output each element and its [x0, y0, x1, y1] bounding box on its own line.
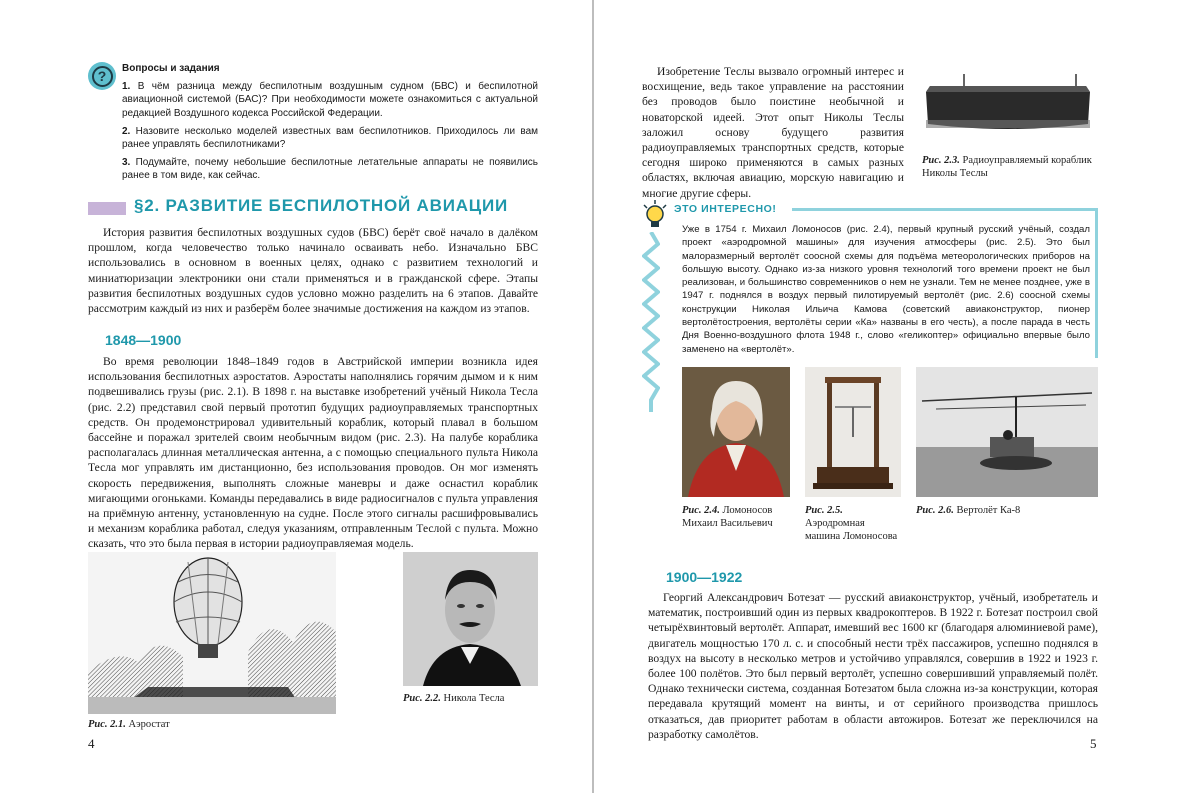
lightbulb-icon [642, 200, 668, 230]
balloon-image [88, 552, 336, 714]
aerodrome-machine-image [805, 367, 901, 497]
period-heading: 1900—1922 [666, 569, 743, 585]
section-marker [88, 202, 126, 215]
lomonosov-portrait [682, 367, 790, 497]
interesting-title: ЭТО ИНТЕРЕСНО! [674, 203, 777, 215]
question-item: 2. Назовите несколько моделей известных вам беспилотников. Приходилось ли вам ранее управлять беспилотниками? [122, 125, 539, 151]
questions-block [122, 62, 538, 188]
right-page [594, 0, 1186, 793]
box-border-right [1095, 208, 1098, 358]
page-number: 5 [1090, 736, 1097, 751]
fig3-caption: Рис. 2.3. Радиоуправляемый кораблик Николы Теслы [922, 155, 1092, 179]
period-paragraph: Во время революции 1848–1849 годов в Австрийской империи возникла идея использования беспилотных аэростатов. Аэростаты наполнялись горячим дымом и к ним подвешивались грузы (рис. 2.1). В 1898 г. на выставке изобретений учёный Никола Тесла (рис. 2.2) представил свой первый прототип будущих радиоуправляемых транспортных средств. Он продемонстрировал удивительный кораблик, который плавал в большом бассейне и поражал зрителей своим необычным видом (рис. 2.3). На палубе кораблика располагалась длинная металлическая антенна, а с помощью специального пульта Никола Тесла мог управлять им дистанционно, без использования проводов. Он мог изменять скорость передвижения, выполнять сложные маневры и даже оснастил кораблик мигающими огоньками. Команды передавались в виде радиосигналов с пульта управления на приёмную антенну, установленную на судне. После этого сигналы расшифровывались и механизм кораблика работал, следуя указаниям, отправленным Теслой с пульта. Можно сказать, что это была первая в истории радиоуправляемая модель. [88, 355, 538, 551]
question-item: 3. Подумайте, почему небольшие беспилотные летательные аппараты не появились ранее в том виде, как сейчас. [122, 157, 538, 182]
box-zigzag-border [642, 232, 660, 412]
intro-paragraph: История развития беспилотных воздушных судов (БВС) берёт своё начало в далёком прошлом, когда человечество только начинало осваивать небо. Изначально БВС использовались в основном в военных целях, однако с развитием технологий и миниатюризации электроники они стали применяться и в гражданской сфере. Этапы развития беспилотных воздушных судов условно можно разделить на 6 этапов. Давайте рассмотрим каждый из них и разберём более значимые достижения на каждом из этапов. [88, 226, 538, 316]
fig2-caption: Рис. 2.2. Никола Тесла [403, 693, 505, 704]
tesla-paragraph: Изобретение Теслы вызвало огромный интерес и восхищение, ведь такое управление на расстоянии без проводов было поистине необычной и новаторской идеей. Этот опыт Николы Теслы заложил основу будущего развития радиоуправляемых транспортных средств, которые сегодня широко применяются в самых разных областях, включая авиацию, морскую навигацию и многие другие сферы. [642, 65, 904, 200]
section-title: §2. РАЗВИТИЕ БЕСПИЛОТНОЙ АВИАЦИИ [134, 196, 509, 215]
left-page [0, 0, 592, 793]
questions-title: Вопросы и задания [122, 63, 220, 74]
interesting-text: Уже в 1754 г. Михаил Ломоносов (рис. 2.4), первый крупный русский учёный, создал проект «аэродромной машины» для изучения атмосферы (рис. 2.5). Это был малоразмерный вертолёт соосной схемы для подъёма метеорологических приборов на большую высоту. Однако из-за низкого уровня технологий того времени проект не был реализован, и большинство современников о нем не узнали. Тем не менее позднее, уже в 1947 г. поднялся в воздух первый пилотируемый вертолёт (рис. 2.6) соосной схемы конструкции Николая Ильича Камова (советский авиаконструктор, пионер вертолётостроения, вертолёты серии «Ка» названы в его честь), а после парада в честь Дня Военно-воздушного флота 1948 г., слово «геликоптер» официально впервые было заменено на «вертолёт». [682, 224, 1090, 355]
page-number: 4 [88, 736, 95, 751]
tesla-portrait [403, 552, 538, 686]
botezat-paragraph: Георгий Александрович Ботезат — русский авиаконструктор, учёный, изобретатель и математик, построивший один из первых квадрокоптеров. В 1922 г. Ботезат построил свой четырёхвинтовый вертолёт. Аппарат, имевший вес 1600 кг (благодаря алюминиевой раме), двигатель мощностью 170 л. с. и способный нести трёх пассажиров, успешно поднялся в воздух на высоту в несколько метров и устойчиво управлялся, совершив в 1922 и 1923 г. более 100 полётов. Это был первый вертолёт, успешно совершивший управляемый полёт. Однако технически система, созданная Ботезатом была сложна из-за конструкции, которая передавала крутящий момент на винты, и от серийного производства пришлось отказаться, дав приоритет работам в области автожиров. Ботезат же переключился на разработку самолётов. [648, 591, 1098, 741]
ka8-helicopter-image [916, 367, 1098, 497]
fig4-caption: Рис. 2.4. Ломоносов Михаил Васильевич [682, 505, 773, 529]
question-icon: ? [88, 62, 116, 90]
box-border-top [792, 208, 1098, 211]
period-heading: 1848—1900 [105, 332, 182, 348]
tesla-boat-image [922, 72, 1094, 134]
question-item: 1. В чём разница между беспилотным воздушным судном (БВС) и беспилотной авиационной системой (БАС)? При необходимости можете ознакомиться с актуальной редакцией Воздушного кодекса Российской Федерации. [122, 81, 538, 119]
fig1-caption: Рис. 2.1. Аэростат [88, 719, 170, 730]
fig6-caption: Рис. 2.6. Вертолёт Ка-8 [916, 505, 1021, 516]
fig5-caption: Рис. 2.5. Аэродромная машина Ломоносова [805, 505, 898, 542]
